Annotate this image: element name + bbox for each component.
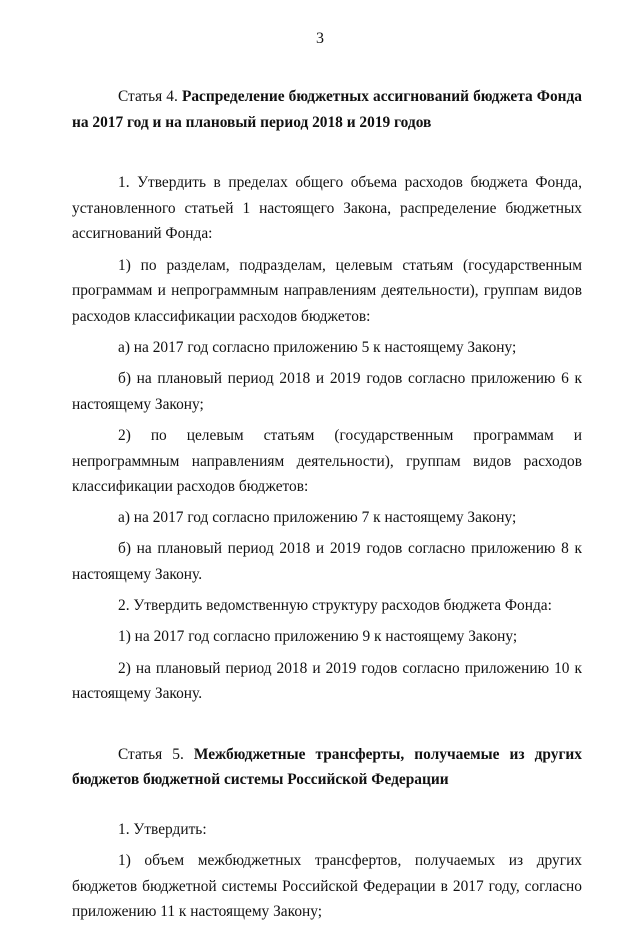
paragraph: 1) на 2017 год согласно приложению 9 к настоящему Закону; — [118, 628, 518, 646]
paragraph: а) на 2017 год согласно приложению 7 к настоящему Закону; — [118, 509, 517, 527]
article-5-label: Статья 5. — [118, 745, 184, 763]
article-5-title: Межбюджетные трансферты, получаемые из других бюджетов бюджетной системы Российской Федерации — [72, 745, 583, 789]
paragraph: 2. Утвердить ведомственную структуру расходов бюджета Фонда: — [118, 597, 552, 615]
article-4-title: Распределение бюджетных ассигнований бюджета Фонда на 2017 год и на плановый период 2018 и 2019 годов — [72, 88, 583, 131]
paragraph: 1) объем межбюджетных трансфертов, получаемых из других бюджетов бюджетной системы Российской Федерации в 2017 году, согласно приложению 11 к настоящему Закону; — [72, 852, 582, 921]
paragraph: 1. Утвердить: — [118, 821, 207, 838]
article-5-heading — [72, 742, 582, 793]
paragraph: 2) по целевым статьям (государственным программам и непрограммным направлениям деятельности), группам видов расходов классификации расходов бюджетов: — [72, 426, 582, 496]
paragraph: б) на плановый период 2018 и 2019 годов согласно приложению 6 к настоящему Закону; — [72, 370, 582, 413]
paragraph: 1. Утвердить в пределах общего объема расходов бюджета Фонда, установленного статьей 1 настоящего Закона, распределение бюджетных ассигнований Фонда: — [72, 174, 582, 243]
article-4-label: Статья 4. — [118, 88, 178, 105]
paragraph: 1) по разделам, подразделам, целевым статьям (государственным программам и непрограммным направлениям деятельности), группам видов расходов классификации расходов бюджетов: — [72, 256, 582, 325]
paragraph: б) на плановый период 2018 и 2019 годов согласно приложению 8 к настоящему Закону. — [72, 540, 582, 584]
document-body — [72, 84, 582, 925]
page-number: 3 — [316, 30, 324, 47]
paragraph: а) на 2017 год согласно приложению 5 к настоящему Закону; — [118, 338, 517, 356]
article-4-heading — [72, 84, 582, 135]
paragraph: 2) на плановый период 2018 и 2019 годов согласно приложению 10 к настоящему Закону. — [72, 659, 582, 703]
